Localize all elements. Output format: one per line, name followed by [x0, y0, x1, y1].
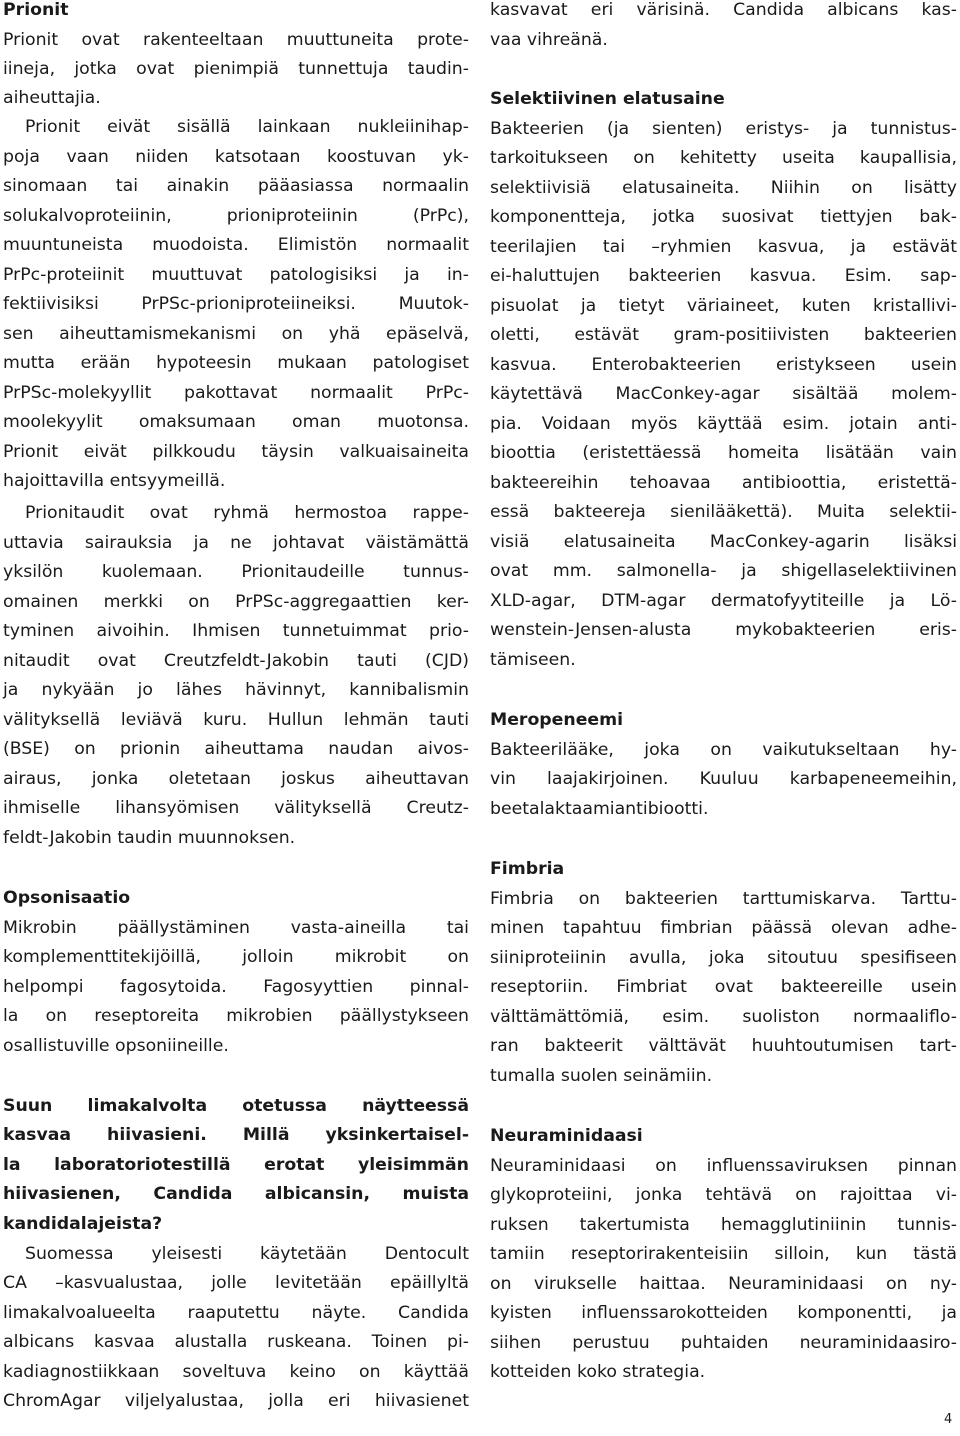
- text-line: PrPSc-molekyyllit pakottavat normaalit PrPc-: [3, 383, 469, 403]
- text-line: PrPc-proteiinit muuttuvat patologisiksi ja in-: [3, 265, 469, 285]
- text-line: siiniproteiinin avulla, joka sitoutuu spesifiseen: [490, 948, 957, 968]
- text-line: Bakteerilääke, joka on vaikutukseltaan hy-: [490, 740, 957, 760]
- text-line: ovat mm. salmonella- ja shigellaselektiivinen: [490, 561, 957, 581]
- text-line: Prionit ovat rakenteeltaan muuttuneita prote-: [3, 30, 469, 50]
- text-line: kyisten influenssarokotteiden komponentti, ja: [490, 1303, 957, 1323]
- page-number: 4: [944, 1412, 953, 1427]
- text-line: osallistuville opsoniineille.: [3, 1036, 229, 1056]
- text-line: sinomaan tai ainakin pääasiassa normaalin: [3, 176, 469, 196]
- text-line: tyminen aivoihin. Ihmisen tunnetuimmat prio-: [3, 621, 469, 641]
- text-line: albicans kasvaa alustalla ruskeana. Toinen pi-: [3, 1332, 469, 1352]
- text-line: nitaudit ovat Creutzfeldt-Jakobin tauti (CJD): [3, 651, 469, 671]
- text-line: muuntuneista muodoista. Elimistön normaalit: [3, 235, 469, 255]
- text-line: minen tapahtuu fimbrian päässä olevan adhe-: [490, 918, 957, 938]
- section-heading-line: Suun limakalvolta otetussa näytteessä: [3, 1096, 469, 1116]
- section-heading-line: hiivasienen, Candida albicansin, muista: [3, 1184, 469, 1204]
- text-line: airaus, jonka oletetaan joskus aiheuttavan: [3, 769, 469, 789]
- text-line: (BSE) on prionin aiheuttama naudan aivos-: [3, 739, 469, 759]
- text-line: hajoittavilla entsyymeillä.: [3, 471, 226, 491]
- text-line: siihen perustuu puhtaiden neuraminidaasiro-: [490, 1333, 957, 1353]
- text-line: XLD-agar, DTM-agar dermatofyytiteille ja Lö-: [490, 591, 957, 611]
- text-line: bioottia (eristettäessä homeita lisätään vain: [490, 443, 957, 463]
- text-line: Suomessa yleisesti käytetään Dentocult: [25, 1244, 469, 1264]
- text-line: ruksen takertumista hemagglutiniinin tunnis-: [490, 1215, 957, 1235]
- text-line: fektiivisiksi PrPSc-prioniproteiineiksi. Muutok-: [3, 294, 469, 314]
- text-line: tumalla suolen seinämiin.: [490, 1066, 713, 1086]
- section-heading-line: kandidalajeista?: [3, 1214, 163, 1234]
- section-heading-line: Neuraminidaasi: [490, 1126, 643, 1146]
- text-line: helpompi fagosytoida. Fagosyyttien pinnal-: [3, 977, 469, 997]
- text-line: limakalvoalueelta raaputettu näyte. Candida: [3, 1303, 469, 1323]
- text-line: pisuolat ja tietyt väriaineet, kuten kristallivi-: [490, 296, 957, 316]
- text-line: omainen merkki on PrPSc-aggregaattien ker-: [3, 592, 469, 612]
- text-line: vaa vihreänä.: [490, 30, 608, 50]
- text-line: Prionit eivät sisällä lainkaan nukleiinihap-: [25, 117, 469, 137]
- text-line: Prionit eivät pilkkoudu täysin valkuaisaineita: [3, 442, 469, 462]
- text-line: vin laajakirjoinen. Kuuluu karbapeneemeihin,: [490, 769, 957, 789]
- text-line: välityksellä leviävä kuru. Hullun lehmän tauti: [3, 710, 469, 730]
- text-line: kasvua. Enterobakteerien eristykseen usein: [490, 355, 957, 375]
- text-line: feldt-Jakobin taudin muunnoksen.: [3, 828, 296, 848]
- text-line: kotteiden koko strategia.: [490, 1362, 706, 1382]
- text-line: iineja, jotka ovat pienimpiä tunnettuja taudin-: [3, 59, 469, 79]
- text-line: moolekyylit omaksumaan oman muotonsa.: [3, 412, 469, 432]
- text-line: wenstein-Jensen-alusta mykobakteerien eris-: [490, 620, 957, 640]
- text-line: Mikrobin päällystäminen vasta-aineilla tai: [3, 918, 469, 938]
- text-line: on virukselle haittaa. Neuraminidaasi on ny-: [490, 1274, 957, 1294]
- text-line: Prionitaudit ovat ryhmä hermostoa rappe-: [25, 503, 469, 523]
- text-line: oletti, estävät gram-positiivisten bakteerien: [490, 325, 957, 345]
- text-line: Neuraminidaasi on influenssaviruksen pinnan: [490, 1156, 957, 1176]
- text-line: solukalvoproteiinin, prioniproteiinin (PrPc),: [3, 206, 469, 226]
- text-line: la on reseptoreita mikrobien päällystykseen: [3, 1006, 469, 1026]
- text-line: ja nykyään jo lähes hävinnyt, kannibalismin: [3, 680, 469, 700]
- text-line: käytettävä MacConkey-agar sisältää molem-: [490, 384, 957, 404]
- text-line: kasvavat eri värisinä. Candida albicans kas-: [490, 0, 957, 20]
- text-line: ran bakteerit välttävät huuhtoutumisen tart-: [490, 1036, 957, 1056]
- text-line: bakteereihin tehoavaa antibioottia, eristettä-: [490, 473, 957, 493]
- text-line: komponentteja, jotka suosivat tiettyjen bak-: [490, 207, 957, 227]
- text-line: beetalaktaamiantibiootti.: [490, 799, 709, 819]
- text-line: Fimbria on bakteerien tarttumiskarva. Tarttu-: [490, 889, 957, 909]
- text-line: tamiin reseptorirakenteisiin silloin, kun tästä: [490, 1244, 957, 1264]
- text-line: selektiivisiä elatusaineita. Niihin on lisätty: [490, 178, 957, 198]
- section-heading-line: Fimbria: [490, 859, 565, 879]
- text-line: reseptoriin. Fimbriat ovat bakteereille usein: [490, 977, 957, 997]
- section-heading-line: Opsonisaatio: [3, 888, 131, 908]
- text-line: pia. Voidaan myös käyttää esim. jotain anti-: [490, 414, 957, 434]
- text-line: sen aiheuttamismekanismi on yhä epäselvä,: [3, 324, 469, 344]
- text-line: uttavia sairauksia ja ne johtavat väistämättä: [3, 533, 469, 553]
- text-line: ei-haluttujen bakteerien kasvua. Esim. sap-: [490, 266, 957, 286]
- text-line: CA –kasvualustaa, jolle levitetään epäillyltä: [3, 1273, 469, 1293]
- section-heading-line: Prionit: [3, 0, 69, 20]
- section-heading-line: la laboratoriotestillä erotat yleisimmän: [3, 1155, 469, 1175]
- text-line: ChromAgar viljelyalustaa, jolla eri hiivasienet: [3, 1391, 469, 1411]
- text-line: visiä elatusaineita MacConkey-agarin lisäksi: [490, 532, 957, 552]
- text-line: glykoproteiini, jonka tehtävä on rajoittaa vi-: [490, 1185, 957, 1205]
- text-line: aiheuttajia.: [3, 88, 101, 108]
- text-line: mutta erään hypoteesin mukaan patologiset: [3, 353, 469, 373]
- text-line: ihmiselle lihansyömisen välityksellä Creutz-: [3, 798, 469, 818]
- text-line: tarkoitukseen on kehitetty useita kaupallisia,: [490, 148, 957, 168]
- section-heading-line: Meropeneemi: [490, 710, 624, 730]
- text-line: yksilön kuolemaan. Prionitaudeille tunnus-: [3, 562, 469, 582]
- text-line: essä bakteereja sienilääkettä). Muita selektii-: [490, 502, 957, 522]
- text-line: teerilajien tai –ryhmien kasvua, ja estävät: [490, 237, 957, 257]
- section-heading-line: kasvaa hiivasieni. Millä yksinkertaisel-: [3, 1125, 469, 1145]
- text-line: kadiagnostiikkaan soveltuva keino on käyttää: [3, 1362, 469, 1382]
- text-line: välttämättömiä, esim. suoliston normaaliflo-: [490, 1007, 957, 1027]
- text-line: poja vaan niiden katsotaan koostuvan yk-: [3, 147, 469, 167]
- text-line: komplementtitekijöillä, jolloin mikrobit on: [3, 947, 469, 967]
- text-line: tämiseen.: [490, 650, 576, 670]
- text-line: Bakteerien (ja sienten) eristys- ja tunnistus-: [490, 119, 957, 139]
- section-heading-line: Selektiivinen elatusaine: [490, 89, 725, 109]
